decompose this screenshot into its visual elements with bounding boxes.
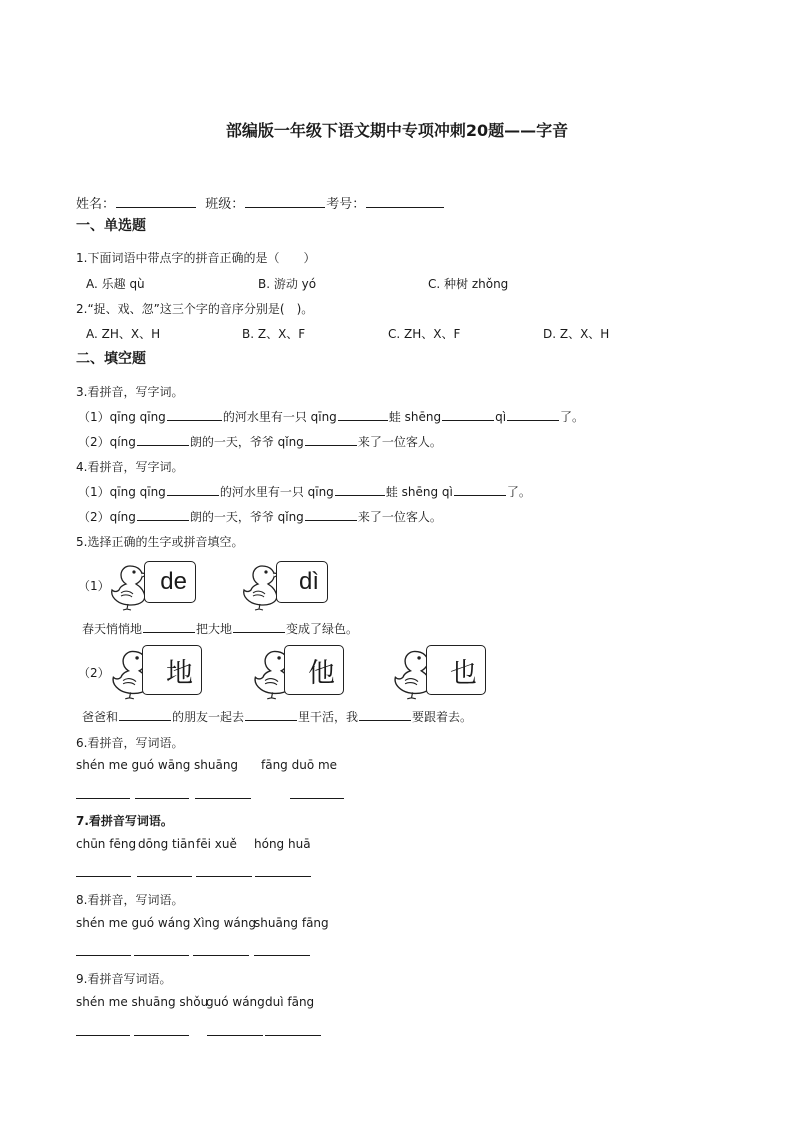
q8-pinyin-1: shén me guó wáng [76, 916, 191, 930]
q3-text: 蛙 shēng [388, 410, 442, 424]
answer-blank[interactable] [245, 708, 297, 721]
q3-text: 的河水里有一只 qīng [222, 410, 337, 424]
q1-option-b[interactable]: B. 游动 yó [258, 277, 317, 291]
q4-text: （2）qíng [78, 510, 136, 524]
q5-text: 变成了绿色。 [286, 622, 359, 636]
question-8-stem: 8.看拼音，写词语。 [76, 893, 184, 907]
q2-option-b[interactable]: B. Z、X、F [242, 327, 306, 341]
q5-text: 把大地 [196, 622, 233, 636]
q9-pinyin-1: shén me shuāng shǒu [76, 995, 209, 1009]
answer-line[interactable] [255, 876, 311, 877]
section-heading-fill: 二、填空题 [76, 351, 146, 367]
answer-line[interactable] [290, 798, 344, 799]
q4-text: 了。 [506, 485, 531, 499]
q3-text: （1）qīng qīng [78, 410, 166, 424]
q8-pinyin-2: Xìng wáng [193, 916, 256, 930]
answer-blank[interactable] [143, 620, 195, 633]
q6-pinyin-3: fāng duō me [261, 758, 338, 772]
answer-line[interactable] [265, 1035, 321, 1036]
character-card-ta[interactable]: 他 [284, 645, 344, 695]
character-card-di[interactable]: 地 [142, 645, 202, 695]
answer-blank[interactable] [454, 483, 506, 496]
answer-blank[interactable] [167, 408, 222, 421]
pinyin-card-de[interactable]: de [144, 561, 196, 603]
answer-blank[interactable] [338, 408, 388, 421]
answer-blank[interactable] [137, 433, 189, 446]
pinyin-card-di[interactable]: dì [276, 561, 328, 603]
answer-line[interactable] [76, 1035, 130, 1036]
answer-line[interactable] [193, 955, 249, 956]
q3-text: qì [495, 410, 507, 424]
question-3-stem: 3.看拼音，写字词。 [76, 385, 184, 399]
q2-option-d[interactable]: D. Z、X、H [543, 327, 610, 341]
q4-text: （1）qīng qīng [78, 485, 166, 499]
q7-pinyin-4: hóng huā [254, 837, 311, 851]
q3-line-2 [78, 433, 442, 450]
question-2-stem: 2.“捉、戏、忽”这三个字的音序分别是( )。 [76, 302, 314, 316]
answer-blank[interactable] [233, 620, 285, 633]
class-label: 班级： [205, 197, 245, 212]
q5-part-1-number: （1） [78, 579, 110, 593]
number-label: 考号： [326, 197, 366, 212]
page-title: 部编版一年级下语文期中专项冲刺20题——字音 [225, 121, 569, 140]
question-5-stem: 5.选择正确的生字或拼音填空。 [76, 535, 244, 549]
number-field[interactable] [366, 195, 444, 208]
q5-text: 里干活，我 [298, 710, 359, 724]
name-field[interactable] [116, 195, 196, 208]
q2-option-a[interactable]: A. ZH、X、H [86, 327, 161, 341]
answer-blank[interactable] [335, 483, 385, 496]
section-heading-choice: 一、单选题 [76, 218, 146, 234]
q5-text: 爸爸和 [82, 710, 119, 724]
answer-line[interactable] [76, 876, 131, 877]
answer-blank[interactable] [119, 708, 171, 721]
answer-line[interactable] [196, 876, 252, 877]
q6-pinyin-2: shuāng [194, 758, 239, 772]
answer-line[interactable] [134, 1035, 189, 1036]
answer-line[interactable] [195, 798, 251, 799]
q4-line-1 [78, 483, 531, 500]
q3-text: 朗的一天，爷爷 qǐng [189, 435, 304, 449]
q3-text: 来了一位客人。 [357, 435, 442, 449]
answer-blank[interactable] [305, 433, 357, 446]
question-1-stem: 1.下面词语中带点字的拼音正确的是（ ） [76, 251, 316, 265]
answer-line[interactable] [137, 876, 192, 877]
q5-part-1-sentence [82, 620, 358, 637]
question-7-stem: 7.看拼音写词语。 [76, 814, 173, 828]
q4-line-2 [78, 508, 442, 525]
character-card-ye[interactable]: 也 [426, 645, 486, 695]
question-4-stem: 4.看拼音，写字词。 [76, 460, 184, 474]
q3-text: （2）qíng [78, 435, 136, 449]
q5-text: 的朋友一起去 [172, 710, 245, 724]
q3-text: 了。 [560, 410, 585, 424]
answer-line[interactable] [254, 955, 310, 956]
q4-text: 来了一位客人。 [357, 510, 442, 524]
class-field[interactable] [245, 195, 325, 208]
q9-pinyin-3: duì fāng [265, 995, 315, 1009]
q4-text: 蛙 shēng qì [385, 485, 453, 499]
answer-line[interactable] [207, 1035, 263, 1036]
answer-line[interactable] [76, 798, 130, 799]
name-label: 姓名： [76, 197, 116, 212]
answer-blank[interactable] [305, 508, 357, 521]
answer-blank[interactable] [359, 708, 411, 721]
answer-line[interactable] [134, 955, 189, 956]
q6-pinyin-1: shén me guó wāng [76, 758, 191, 772]
q5-text: 春天悄悄地 [82, 622, 143, 636]
answer-blank[interactable] [167, 483, 219, 496]
q8-pinyin-3: shuāng fāng [254, 916, 329, 930]
q2-option-c[interactable]: C. ZH、X、F [388, 327, 461, 341]
q1-option-c[interactable]: C. 种树 zhǒng [428, 277, 509, 291]
q1-option-a[interactable]: A. 乐趣 qù [86, 277, 145, 291]
q5-part-2-number: （2） [78, 666, 110, 680]
answer-blank[interactable] [442, 408, 494, 421]
answer-line[interactable] [76, 955, 131, 956]
student-info [76, 193, 445, 212]
q5-text: 要跟着去。 [412, 710, 473, 724]
q7-pinyin-2: dōng tiān [138, 837, 195, 851]
q7-pinyin-3: fēi xuě [196, 837, 237, 851]
q7-pinyin-1: chūn fēng [76, 837, 137, 851]
answer-blank[interactable] [507, 408, 559, 421]
answer-blank[interactable] [137, 508, 189, 521]
answer-line[interactable] [135, 798, 189, 799]
q4-text: 朗的一天，爷爷 qǐng [189, 510, 304, 524]
question-6-stem: 6.看拼音，写词语。 [76, 736, 184, 750]
q5-part-2-sentence [82, 708, 472, 725]
question-9-stem: 9.看拼音写词语。 [76, 972, 172, 986]
q4-text: 的河水里有一只 qīng [219, 485, 334, 499]
q3-line-1 [78, 408, 584, 425]
q9-pinyin-2: guó wáng [206, 995, 265, 1009]
